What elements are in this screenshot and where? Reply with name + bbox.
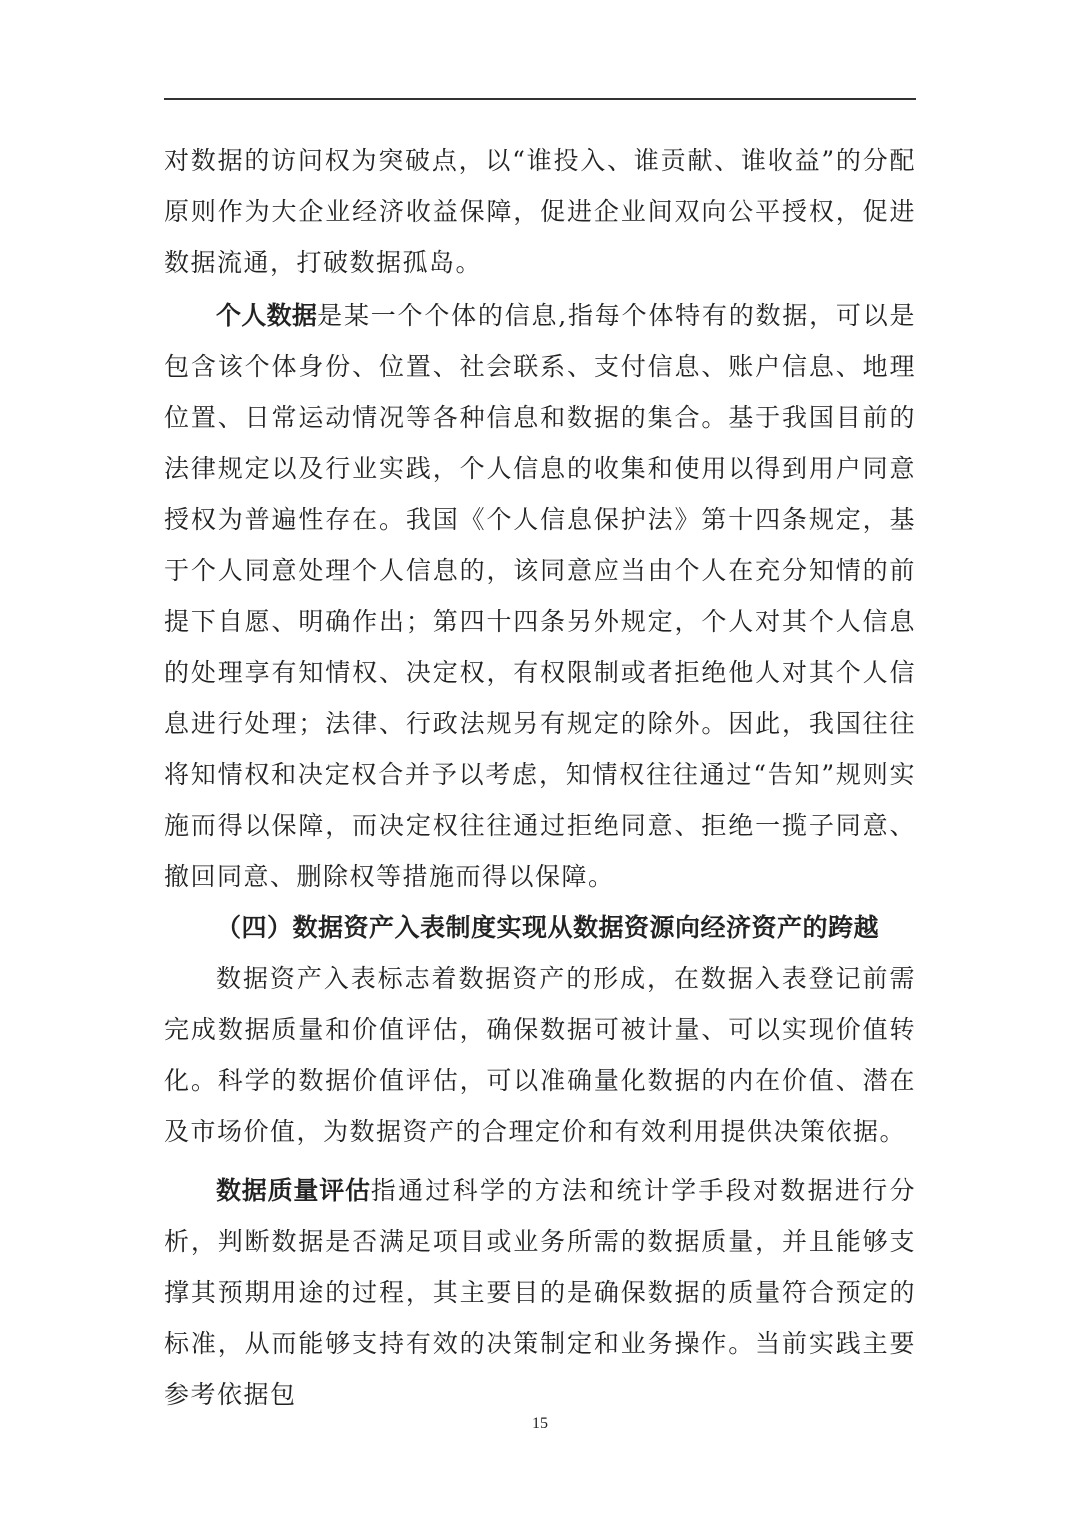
- paragraph-data-asset: 数据资产入表标志着数据资产的形成，在数据入表登记前需完成数据质量和价值评估，确保数据可被计量、可以实现价值转化。科学的数据价值评估，可以准确量化数据的内在价值、潜在及市场价值，为数据资产的合理定价和有效利用提供决策依据。: [164, 964, 916, 1146]
- page-number: 15: [532, 1415, 548, 1432]
- header-rule: [164, 98, 916, 100]
- paragraph-data-quality-text: 指通过科学的方法和统计学手段对数据进行分析，判断数据是否满足项目或业务所需的数据质量，并且能够支撑其预期用途的过程，其主要目的是确保数据的质量符合预定的标准，从而能够支持有效的决策制定和业务操作。当前实践主要参考依据包: [164, 1176, 916, 1409]
- paragraph-personal-data-text: 是某一个个体的信息,指每个体特有的数据，可以是包含该个体身份、位置、社会联系、支付信息、账户信息、地理位置、日常运动情况等各种信息和数据的集合。基于我国目前的法律规定以及行业实践，个人信息的收集和使用以得到用户同意授权为普遍性存在。我国《个人信息保护法》第十四条规定，基于个人同意处理个人信息的，该同意应当由个人在充分知情的前提下自愿、明确作出；第四十四条另外规定，个人对其个人信息的处理享有知情权、决定权，有权限制或者拒绝他人对其个人信息进行处理；法律、行政法规另有规定的除外。因此，我国往往将知情权和决定权合并予以考虑，知情权往往通过“告知”规则实施而得以保障，而决定权往往通过拒绝同意、拒绝一揽子同意、撤回同意、删除权等措施而得以保障。: [164, 301, 916, 891]
- term-personal-data: 个人数据: [216, 301, 318, 330]
- paragraph-data-quality: [164, 1165, 916, 1420]
- term-data-quality: 数据质量评估: [216, 1176, 371, 1205]
- document-body: [164, 135, 916, 1420]
- section-heading: （四）数据资产入表制度实现从数据资源向经济资产的跨越: [216, 913, 880, 942]
- paragraph-personal-data: [164, 290, 916, 902]
- paragraph-data-access: 对数据的访问权为突破点，以“谁投入、谁贡献、谁收益”的分配原则作为大企业经济收益保障，促进企业间双向公平授权，促进数据流通，打破数据孤岛。: [164, 146, 916, 277]
